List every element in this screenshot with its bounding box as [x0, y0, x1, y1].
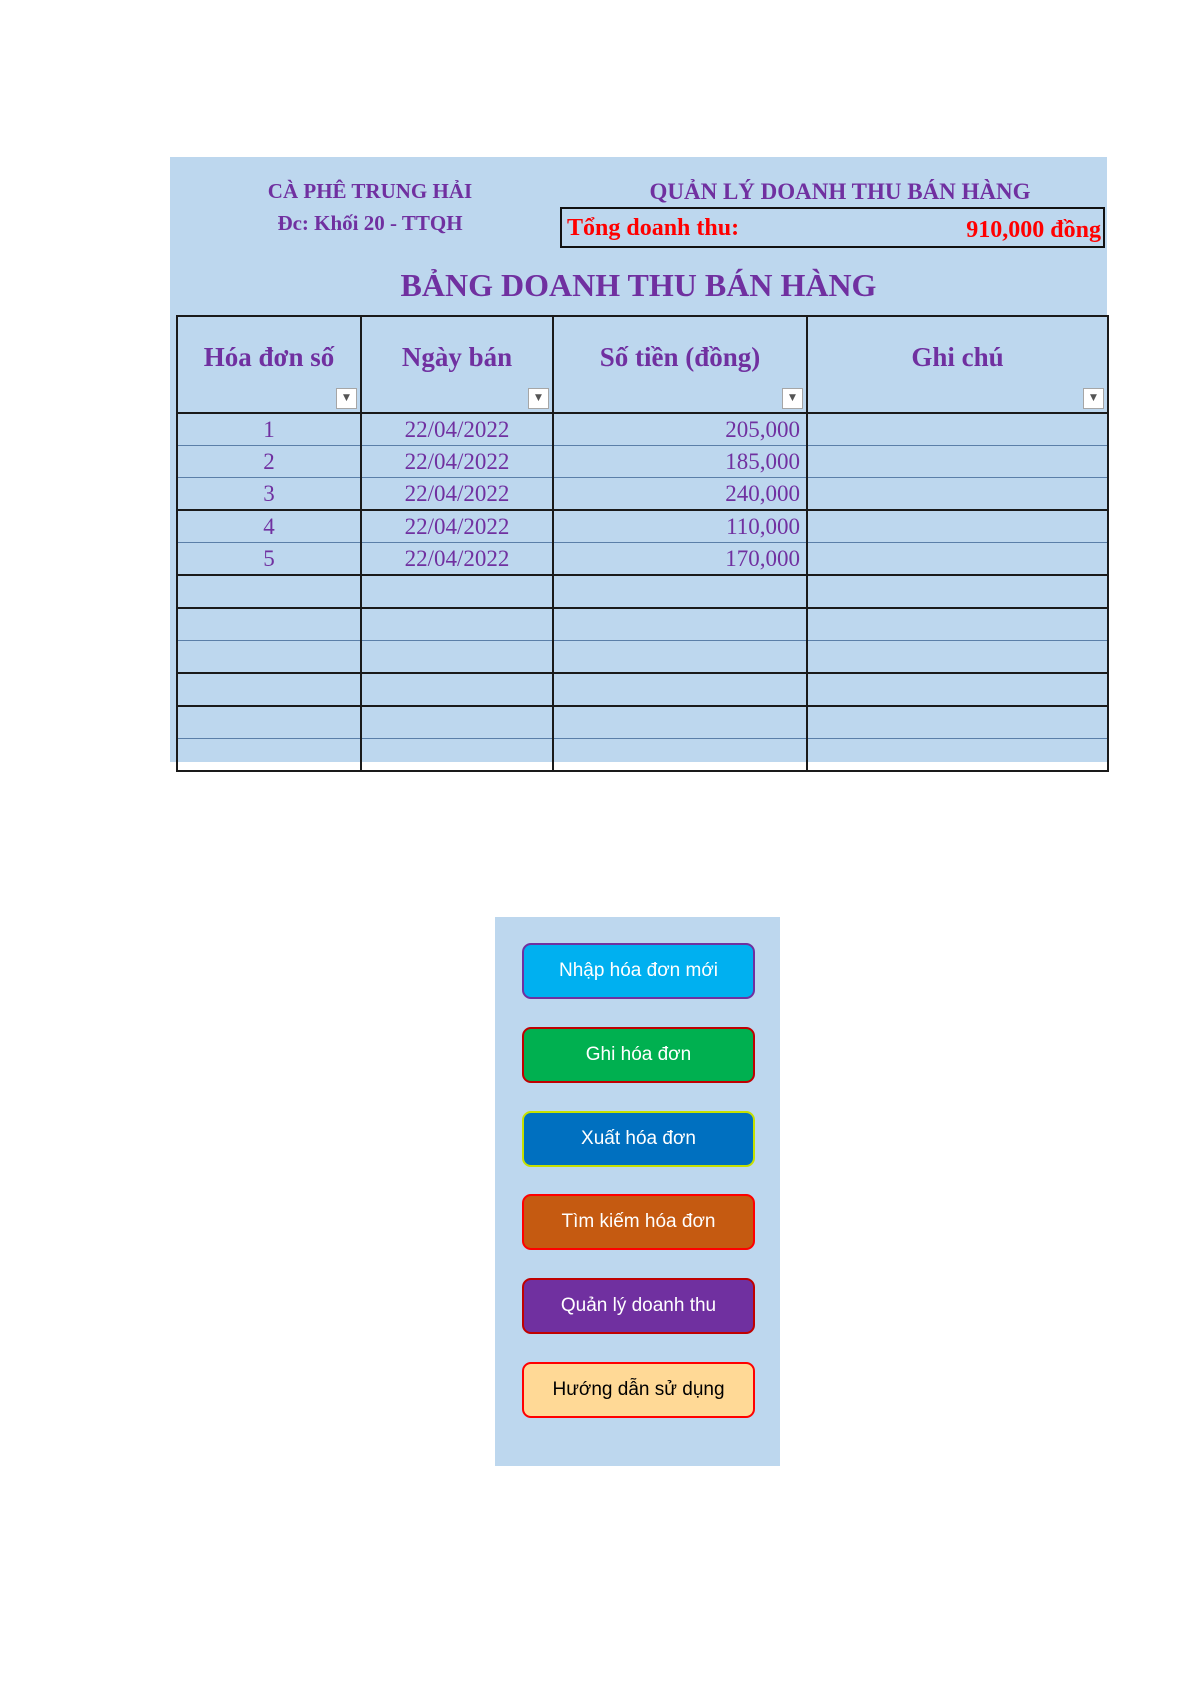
cell-note[interactable] [807, 413, 1108, 446]
table-row [177, 673, 1108, 706]
new-invoice-button[interactable]: Nhập hóa đơn mới [522, 943, 755, 999]
table-row [177, 641, 1108, 674]
cell-sale-date[interactable] [361, 575, 553, 608]
cell-amount[interactable]: 205,000 [553, 413, 807, 446]
cell-sale-date[interactable]: 22/04/2022 [361, 446, 553, 478]
export-invoice-button[interactable]: Xuất hóa đơn [522, 1111, 755, 1167]
cell-sale-date[interactable]: 22/04/2022 [361, 543, 553, 576]
shop-address: Đc: Khối 20 - TTQH [277, 211, 463, 235]
cell-invoice-no[interactable] [177, 706, 361, 739]
column-header-note [807, 316, 1108, 413]
column-header-label: Ghi chú [911, 342, 1004, 372]
table-row [177, 739, 1108, 772]
cell-amount[interactable]: 110,000 [553, 510, 807, 543]
revenue-table [176, 315, 1109, 772]
search-invoice-button[interactable]: Tìm kiếm hóa đơn [522, 1194, 755, 1250]
cell-invoice-no[interactable]: 2 [177, 446, 361, 478]
cell-invoice-no[interactable] [177, 575, 361, 608]
cell-amount[interactable]: 240,000 [553, 478, 807, 511]
total-revenue-label: Tổng doanh thu: [567, 215, 740, 241]
table-title: BẢNG DOANH THU BÁN HÀNG [400, 267, 877, 303]
cell-note[interactable] [807, 543, 1108, 576]
cell-invoice-no[interactable]: 1 [177, 413, 361, 446]
cell-note[interactable] [807, 608, 1108, 641]
table-row [177, 510, 1108, 543]
cell-amount[interactable] [553, 673, 807, 706]
filter-dropdown-icon[interactable]: ▼ [336, 388, 357, 409]
cell-note[interactable] [807, 641, 1108, 674]
table-row [177, 446, 1108, 478]
cell-sale-date[interactable]: 22/04/2022 [361, 413, 553, 446]
cell-amount[interactable] [553, 575, 807, 608]
cell-amount[interactable]: 170,000 [553, 543, 807, 576]
management-title: QUẢN LÝ DOANH THU BÁN HÀNG [649, 179, 1031, 204]
cell-note[interactable] [807, 478, 1108, 511]
cell-note[interactable] [807, 446, 1108, 478]
cell-sale-date[interactable]: 22/04/2022 [361, 478, 553, 511]
cell-invoice-no[interactable]: 5 [177, 543, 361, 576]
cell-amount[interactable] [553, 608, 807, 641]
cell-note[interactable] [807, 739, 1108, 772]
column-header-invoice-no [177, 316, 361, 413]
column-header-label: Số tiền (đồng) [599, 342, 761, 372]
total-revenue-box [560, 207, 1105, 248]
cell-note[interactable] [807, 706, 1108, 739]
cell-sale-date[interactable] [361, 706, 553, 739]
cell-sale-date[interactable] [361, 739, 553, 772]
filter-dropdown-icon[interactable]: ▼ [782, 388, 803, 409]
column-header-amount [553, 316, 807, 413]
cell-invoice-no[interactable]: 3 [177, 478, 361, 511]
table-body [177, 413, 1108, 771]
table-row [177, 575, 1108, 608]
cell-sale-date[interactable] [361, 608, 553, 641]
cell-amount[interactable] [553, 641, 807, 674]
cell-amount[interactable] [553, 739, 807, 772]
user-guide-button[interactable]: Hướng dẫn sử dụng [522, 1362, 755, 1418]
table-row [177, 478, 1108, 511]
cell-invoice-no[interactable] [177, 739, 361, 772]
cell-sale-date[interactable]: 22/04/2022 [361, 510, 553, 543]
cell-invoice-no[interactable]: 4 [177, 510, 361, 543]
table-row [177, 706, 1108, 739]
table-row [177, 413, 1108, 446]
cell-note[interactable] [807, 575, 1108, 608]
cell-amount[interactable]: 185,000 [553, 446, 807, 478]
cell-invoice-no[interactable] [177, 673, 361, 706]
cell-invoice-no[interactable] [177, 641, 361, 674]
cell-sale-date[interactable] [361, 673, 553, 706]
filter-dropdown-icon[interactable]: ▼ [528, 388, 549, 409]
cell-invoice-no[interactable] [177, 608, 361, 641]
save-invoice-button[interactable]: Ghi hóa đơn [522, 1027, 755, 1083]
column-header-label: Hóa đơn số [203, 342, 335, 372]
table-row [177, 543, 1108, 576]
menu-panel [495, 917, 780, 1466]
cell-note[interactable] [807, 510, 1108, 543]
revenue-sheet [170, 157, 1107, 762]
table-row [177, 608, 1108, 641]
column-header-label: Ngày bán [401, 342, 513, 372]
revenue-management-button[interactable]: Quản lý doanh thu [522, 1278, 755, 1334]
shop-name: CÀ PHÊ TRUNG HẢI [267, 179, 473, 203]
cell-sale-date[interactable] [361, 641, 553, 674]
column-header-sale-date [361, 316, 553, 413]
cell-note[interactable] [807, 673, 1108, 706]
filter-dropdown-icon[interactable]: ▼ [1083, 388, 1104, 409]
cell-amount[interactable] [553, 706, 807, 739]
total-revenue-value: 910,000 đồng [966, 217, 1101, 243]
table-header-row [177, 316, 1108, 413]
